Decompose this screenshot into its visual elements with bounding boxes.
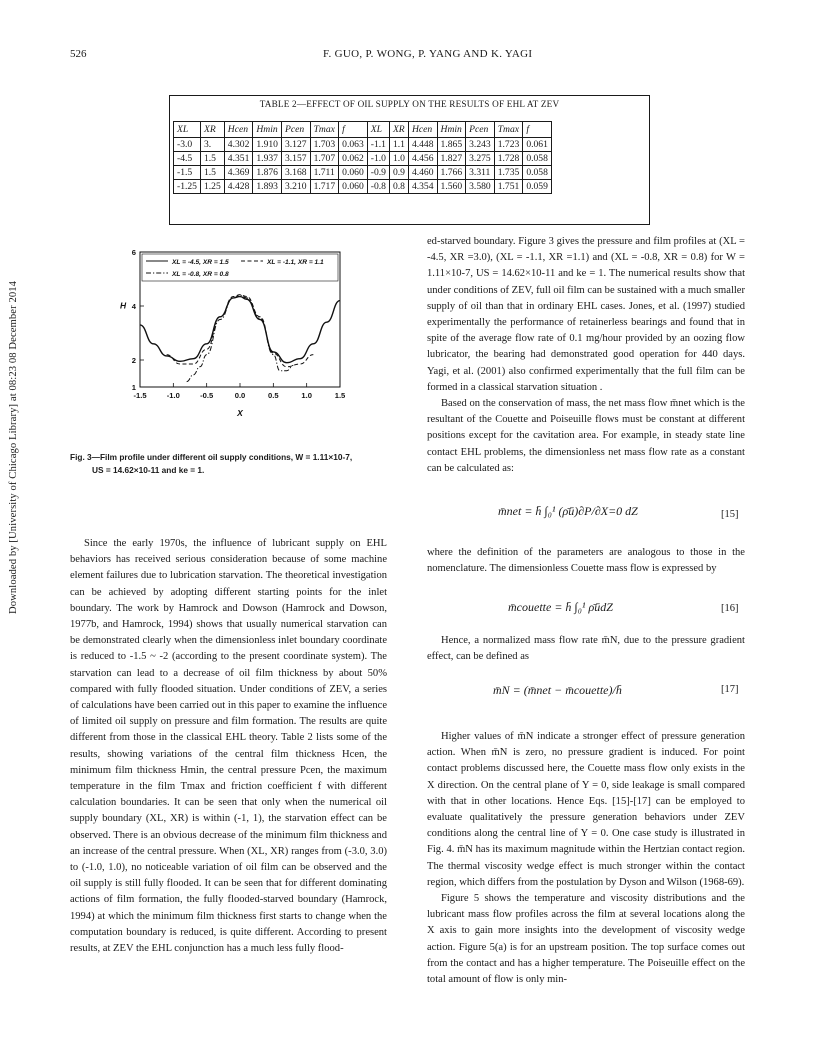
equation-15-number: [15] [721, 509, 739, 520]
equation-17-number: [17] [721, 684, 739, 695]
table-cell: 4.369 [224, 166, 253, 180]
table-cell: 0.061 [523, 138, 552, 152]
table-header-cell: XL [174, 122, 201, 138]
paragraph: ed-starved boundary. Figure 3 gives the pressure and film profiles at (XL = -4.5, XR =3.0), (XL = -1.1, XR =1.1) and (XL = -0.8, XR = 0.8) for W = 1.11×10-7, US = 14.62×10-11 and ke = 1. The numerical results show that under conditions of ZEV, full oil film can be sustained with a much smaller supply of oil than that in ordinary EHL cases. Jones, et al. (1997) studied experimentally the performance of retainerless bearings and found that in spite of the average flow rate of 0.1 mg/hour provided by an oozing flow lubricator, the bearing had demonstrated good operation for 440 days. Yagi, et al. (2001) also confirmed experimentally that the full film can be formed in a classical starvation situation . [427, 236, 745, 393]
y-tick-label: 1 [131, 383, 136, 392]
equation-15: m̄net = h̄ ∫₀¹ (ρ̄ū)∂P/∂X=0 dZ [498, 504, 638, 518]
legend-label: XL = -1.1, XR = 1.1 [267, 259, 324, 266]
table-cell: 1.5 [200, 166, 224, 180]
y-tick-label: 4 [131, 302, 136, 311]
paragraph: Based on the conservation of mass, the net mass flow m̄net which is the resultant of the Couette and Poiseuille flows must be constant at different positions except for the cavitation area. For example, in steady state line contact EHL problems, the dimensionless net mass flow rate as a constant can be calculated as: [427, 398, 745, 474]
table-cell: 3. [200, 138, 224, 152]
table-cell: -0.9 [367, 166, 389, 180]
table-row [174, 138, 552, 152]
page-number: 526 [70, 48, 87, 60]
table-cell: 4.351 [224, 152, 253, 166]
paragraph: Figure 5 shows the temperature and viscosity distributions and the lubricant mass flow profiles across the film at several locations along the X axis to gain more insights into the development of viscosity wedge action. Figure 5(a) is for an upstream position. The top surface comes out from the contact and has a higher temperature. The Poiseuille effect on the total amount of flow is only min- [427, 893, 745, 986]
table-header-cell: Tmax [494, 122, 523, 138]
results-table [173, 121, 552, 194]
table-header-cell: Pcen [466, 122, 495, 138]
table-header-cell: Pcen [281, 122, 310, 138]
table-cell: 1.723 [494, 138, 523, 152]
table-header-cell: Hmin [253, 122, 282, 138]
table-cell: 3.580 [466, 180, 495, 194]
table-cell: 4.448 [408, 138, 437, 152]
figure-caption-line-2: US = 14.62×10-11 and ke = 1. [92, 464, 205, 475]
table-cell: -1.25 [174, 180, 201, 194]
running-header: F. GUO, P. WONG, P. YANG AND K. YAGI [323, 48, 533, 60]
table-cell: 0.058 [523, 152, 552, 166]
table-cell: 3.311 [466, 166, 495, 180]
x-tick-label: 0.0 [234, 391, 246, 400]
table-cell: 1.5 [200, 152, 224, 166]
download-stamp: Downloaded by [University of Chicago Library] at 08:23 08 December 2014 [8, 280, 19, 614]
table-cell: 1.707 [310, 152, 339, 166]
table-cell: 0.058 [523, 166, 552, 180]
y-tick-label: 6 [131, 248, 136, 257]
table-header-cell: f [523, 122, 552, 138]
table-cell: 0.060 [339, 180, 368, 194]
table-cell: 1.751 [494, 180, 523, 194]
table-header-cell: Tmax [310, 122, 339, 138]
table-cell: -1.1 [367, 138, 389, 152]
table-header-cell: f [339, 122, 368, 138]
table-header-cell: Hcen [224, 122, 253, 138]
table-cell: 4.456 [408, 152, 437, 166]
table-cell: 0.062 [339, 152, 368, 166]
right-column-mid2 [427, 633, 745, 665]
y-tick-label: 2 [131, 356, 136, 365]
figure-caption [70, 451, 400, 476]
table-header-cell: XR [200, 122, 224, 138]
table-cell: 4.428 [224, 180, 253, 194]
left-column [70, 536, 387, 957]
table-row [174, 152, 552, 166]
table-cell: 1.937 [253, 152, 282, 166]
table-header-cell: XR [389, 122, 408, 138]
x-tick-label: -1.5 [133, 391, 147, 400]
table-cell: 3.168 [281, 166, 310, 180]
table-cell: 0.063 [339, 138, 368, 152]
right-column-top [427, 234, 745, 477]
table-cell: 0.059 [523, 180, 552, 194]
x-tick-label: -1.0 [166, 391, 180, 400]
table-header-cell: Hmin [437, 122, 466, 138]
table-cell: 1.0 [389, 152, 408, 166]
table-2 [169, 95, 650, 225]
paragraph: Hence, a normalized mass flow rate m̄N, due to the pressure gradient effect, can be defined as [427, 635, 745, 663]
table-cell: -1.0 [367, 152, 389, 166]
table-cell: 1.766 [437, 166, 466, 180]
table-cell: -1.5 [174, 166, 201, 180]
x-tick-label: -0.5 [200, 391, 214, 400]
equation-16-number: [16] [721, 603, 739, 614]
x-tick-label: 0.5 [268, 391, 279, 400]
table-header-cell: Hcen [408, 122, 437, 138]
table-row [174, 180, 552, 194]
table-cell: 1.910 [253, 138, 282, 152]
table-cell: 1.827 [437, 152, 466, 166]
series-line-1 [140, 297, 340, 363]
table-cell: 1.876 [253, 166, 282, 180]
legend-label: XL = -4.5, XR = 1.5 [172, 259, 229, 266]
x-tick-label: 1.0 [301, 391, 312, 400]
figure-caption-line-1: Fig. 3—Film profile under different oil supply conditions, W = 1.11×10-7, [70, 452, 353, 462]
table-cell: 4.460 [408, 166, 437, 180]
x-tick-label: 1.5 [334, 391, 346, 400]
table-cell: 3.243 [466, 138, 495, 152]
paragraph: Higher values of m̄N indicate a stronger effect of pressure generation action. When m̄N is zero, no pressure gradient is induced. For point contact problems discussed here, the Couette mass flow only exists in the X direction. On the central plane of Y = 0, side leakage is small compared with that in other locations. Hence Eqs. [15]-[17] can be employed to evaluate qualitatively the pressure generation behaviors under ZEV conditions along the central line of Y = 0. One case study is illustrated in Fig. 4. m̄N has its maximum magnitude within the Hertzian contact region. The thermal viscosity wedge effect is much stronger within the contact region, which differs from the postulation by Dyson and Wilson (1968-69). [427, 731, 745, 888]
table-cell: 1.865 [437, 138, 466, 152]
table-cell: 3.275 [466, 152, 495, 166]
table-caption: TABLE 2—EFFECT OF OIL SUPPLY ON THE RESULTS OF EHL AT ZEV [259, 99, 560, 109]
table-cell: 1.728 [494, 152, 523, 166]
equation-17: m̄N = (m̄net − m̄couette)/h̄ [493, 683, 622, 697]
table-cell: 1.711 [310, 166, 339, 180]
series-line-2 [167, 295, 314, 367]
paragraph: Since the early 1970s, the influence of lubricant supply on EHL behaviors has received serious consideration because of some machine element failures due to lubrication starvation. The theoretical investigation can be achieved by adopting different starting points for the inlet boundary. The work by Hamrock and Dowson (Hamrock and Dowson, 1977b, and Hamrock, 1994) shows that usually numerical starvation can be demonstrated clearly when the dimensionless inlet boundary coordinate is reduced to -1.5 ~ -2 (according to the present coordinate system). The starvation can lead to a decrease of oil film thickness by about 50% compared with fully flooded situation. Under conditions of ZEV, a series of calculations have been carried out in this paper to examine the influence of limited oil supply on pressure and film formation. The results are quite different from those in the classical EHL theory. Table 2 lists some of the results, showing variations of the central film thickness Hcen, the minimum film thickness Hmin, the central pressure Pcen, the maximum temperature in the film Tmax and friction coefficient f with different calculation boundaries. It can be seen that only when the numerical oil supply boundary (XL, XR) is within (-1, 1), the starvation effect can be observed. There is an obvious decrease of the minimum film thickness and an increase of the central pressure. When (XL, XR) ranges from (-3.0, 3.0) to (-1.0, 1.0), no noticeable variation of oil film can be observed and the oil supply is still fully flooded. It can be seen that for different dominating actions of film formation, the fully flooded-starved boundary (Hamrock, 1994) at which the minimum film thickness first starts to change when the computation boundary is reduced, is quite different. According to present results, at ZEV the EHL conjunction has a much less fully flood- [70, 538, 387, 955]
table-cell: -0.8 [367, 180, 389, 194]
right-column-mid [427, 545, 745, 577]
table-cell: 1.735 [494, 166, 523, 180]
table-header-cell: XL [367, 122, 389, 138]
series-line-3 [187, 295, 294, 381]
table-cell: 1.560 [437, 180, 466, 194]
table-cell: -4.5 [174, 152, 201, 166]
table-cell: 3.157 [281, 152, 310, 166]
right-column-bottom [427, 729, 745, 988]
equation-16: m̄couette = h̄ ∫₀¹ ρ̄ūdZ [508, 600, 613, 614]
paragraph: where the definition of the parameters are analogous to those in the nomenclature. The dimensionless Couette mass flow is expressed by [427, 547, 745, 575]
table-cell: 4.354 [408, 180, 437, 194]
table-cell: 0.9 [389, 166, 408, 180]
table-cell: 1.25 [200, 180, 224, 194]
table-cell: 0.8 [389, 180, 408, 194]
table-header-row [174, 122, 552, 138]
table-cell: 3.210 [281, 180, 310, 194]
table-cell: 1.703 [310, 138, 339, 152]
y-axis-label: H [120, 300, 127, 311]
table-cell: -3.0 [174, 138, 201, 152]
table-cell: 4.302 [224, 138, 253, 152]
film-profile-chart [118, 246, 353, 441]
table-cell: 3.127 [281, 138, 310, 152]
table-row [174, 166, 552, 180]
x-axis-label: X [237, 408, 243, 418]
legend-label: XL = -0.8, XR = 0.8 [172, 271, 229, 278]
table-cell: 0.060 [339, 166, 368, 180]
table-cell: 1.1 [389, 138, 408, 152]
table-cell: 1.893 [253, 180, 282, 194]
table-cell: 1.717 [310, 180, 339, 194]
